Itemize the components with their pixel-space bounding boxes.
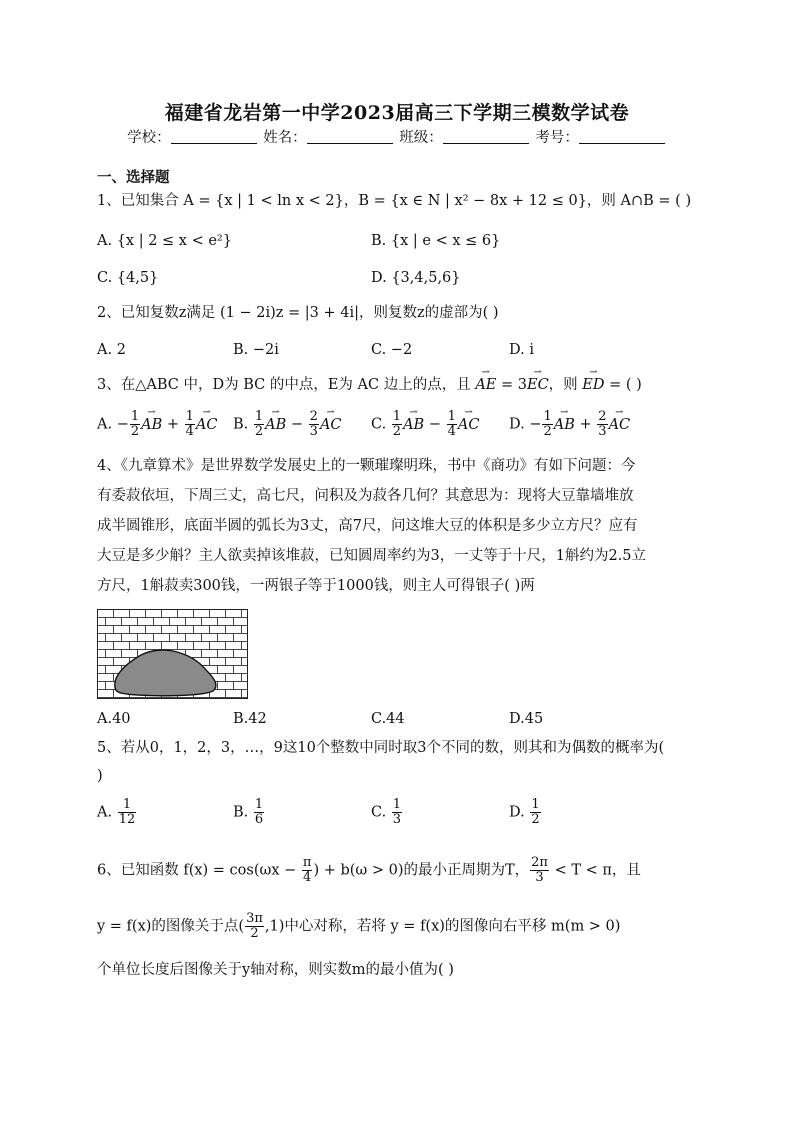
fraction: $\frac{1}{2}$ — [392, 409, 402, 439]
option-label: A. − — [97, 416, 129, 433]
vector-ac: ⇀ AC — [320, 415, 342, 435]
brick-wall-bean-pile-figure — [97, 609, 248, 699]
question-5-line-1: 5、若从0，1，2，3，…，9这10个整数中同时取3个不同的数，则其和为偶数的概率为( — [97, 740, 665, 756]
option-label: D. — [509, 804, 525, 821]
q6-part: < T < π，且 — [549, 862, 641, 879]
q5-option-d[interactable] — [509, 798, 542, 827]
fraction: $\frac{1}{2}$ — [531, 797, 540, 827]
q2-option-d[interactable]: D. i — [509, 342, 534, 358]
fraction: $\frac{1}{4}$ — [185, 409, 194, 439]
name-label: 姓名： — [263, 130, 307, 146]
q2-option-a[interactable]: A. 2 — [97, 342, 126, 358]
fraction: $\frac{1}{2}$ — [254, 409, 264, 439]
option-label: D. − — [509, 416, 542, 433]
q2-option-b[interactable]: B. −2i — [233, 342, 279, 358]
op: − — [424, 416, 446, 433]
question-6-line-2 — [97, 912, 620, 941]
question-4-line-5: 方尺，1斛菽卖300钱，一两银子等于1000钱，则主人可得银子( )两 — [97, 578, 535, 594]
q6-part: 6、已知函数 f(x) = cos(ωx − — [97, 862, 301, 879]
exam-title: 福建省龙岩第一中学2023届高三下学期三模数学试卷 — [164, 102, 630, 124]
question-2-text: 2、已知复数z满足 (1 − 2i)z = |3 + 4i|，则复数z的虚部为( ) — [97, 305, 499, 321]
op: + — [574, 416, 597, 433]
vector-ab: ⇀ AB — [141, 415, 162, 435]
option-label: B. — [233, 416, 249, 433]
vector-ae: ⇀ AE — [475, 375, 496, 395]
q3-option-a[interactable] — [97, 410, 218, 439]
vector-ed: ⇀ ED — [582, 375, 604, 395]
q4-option-c[interactable]: C.44 — [371, 711, 405, 727]
fraction: $\frac{1}{6}$ — [254, 797, 264, 827]
q6-part: y = f(x)的图像关于点( — [97, 918, 245, 935]
q1-option-a[interactable]: A. {x | 2 ≤ x < e²} — [97, 233, 232, 249]
fraction: $\frac{1}{2}$ — [543, 409, 552, 439]
q3-mid: ，则 — [548, 377, 578, 393]
fraction: $\frac{2\pi}{3}$ — [531, 855, 548, 885]
q4-option-b[interactable]: B.42 — [233, 711, 267, 727]
q3-suffix: = ( ) — [604, 377, 642, 393]
option-label: C. — [371, 804, 387, 821]
question-6-line-1 — [97, 856, 641, 885]
q4-option-a[interactable]: A.40 — [97, 711, 131, 727]
q3-option-c[interactable] — [371, 410, 479, 439]
class-blank[interactable] — [443, 129, 529, 144]
q6-part: ) + b(ω > 0)的最小正周期为T， — [313, 862, 530, 879]
question-4-line-3: 成半圆锥形，底面半圆的弧长为3丈，高7尺，问这堆大豆的体积是多少立方尺？应有 — [97, 518, 638, 534]
question-4-line-2: 有委菽依垣，下周三丈，高七尺，问积及为菽各几何？其意思为：现将大豆靠墙堆放 — [97, 488, 634, 504]
q3-option-d[interactable] — [509, 410, 630, 439]
option-label: A. — [97, 804, 113, 821]
section-heading: 一、选择题 — [97, 169, 170, 186]
vector-ac: ⇀ AC — [458, 415, 480, 435]
fraction: $\frac{1}{12}$ — [118, 797, 136, 827]
option-label: C. — [371, 416, 387, 433]
fraction: $\frac{2}{3}$ — [598, 409, 607, 439]
fraction: $\frac{3\pi}{2}$ — [246, 911, 263, 941]
q4-option-d[interactable]: D.45 — [509, 711, 544, 727]
q5-option-a[interactable] — [97, 798, 137, 827]
fraction: $\frac{2}{3}$ — [309, 409, 318, 439]
question-3-text — [97, 375, 642, 395]
vector-ab: ⇀ AB — [403, 415, 424, 435]
q3-prefix: 3、在△ABC 中，D为 BC 的中点，E为 AC 边上的点，且 — [97, 377, 471, 393]
question-6-line-3: 个单位长度后图像关于y轴对称，则实数m的最小值为( ) — [97, 962, 454, 978]
q3-eq-mid: = 3 — [496, 377, 527, 393]
vector-ac: ⇀ AC — [196, 415, 218, 435]
op: + — [162, 416, 184, 433]
q1-option-d[interactable]: D. {3,4,5,6} — [371, 270, 461, 286]
fraction: $\frac{1}{3}$ — [392, 797, 402, 827]
school-label: 学校： — [127, 130, 171, 146]
fraction: $\frac{1}{2}$ — [130, 409, 140, 439]
q3-option-b[interactable] — [233, 410, 342, 439]
class-label: 班级： — [399, 130, 443, 146]
q6-part: ,1)中心对称，若将 y = f(x)的图像向右平移 m(m > 0) — [264, 918, 621, 935]
vector-ec: ⇀ EC — [527, 375, 549, 395]
q5-option-b[interactable] — [233, 798, 265, 827]
vector-ab: ⇀ AB — [554, 415, 575, 435]
option-label: B. — [233, 804, 249, 821]
q1-option-b[interactable]: B. {x | e < x ≤ 6} — [371, 233, 501, 249]
q1-option-c[interactable]: C. {4,5} — [97, 270, 159, 286]
question-4-line-1: 4、《九章算术》是世界数学发展史上的一颗璀璨明珠，书中《商功》有如下问题：今 — [97, 458, 636, 474]
op: − — [286, 416, 308, 433]
question-1-text: 1、已知集合 A = {x | 1 < ln x < 2}，B = {x ∈ N | x² − 8x + 12 ≤ 0}，则 A∩B = ( ) — [97, 193, 692, 209]
question-5-line-2: ) — [97, 768, 103, 784]
exam-number-blank[interactable] — [579, 129, 665, 144]
fraction: $\frac{\pi}{4}$ — [302, 855, 312, 885]
student-info-row — [0, 126, 794, 147]
fraction: $\frac{1}{4}$ — [447, 409, 456, 439]
q5-option-c[interactable] — [371, 798, 403, 827]
school-blank[interactable] — [171, 129, 257, 144]
question-4-line-4: 大豆是多少斛？主人欲卖掉该堆菽，已知圆周率约为3，一丈等于十尺，1斛约为2.5立 — [97, 548, 647, 564]
vector-ab: ⇀ AB — [265, 415, 286, 435]
vector-ac: ⇀ AC — [609, 415, 631, 435]
exam-number-label: 考号： — [535, 130, 579, 146]
name-blank[interactable] — [307, 129, 393, 144]
q2-option-c[interactable]: C. −2 — [371, 342, 413, 358]
